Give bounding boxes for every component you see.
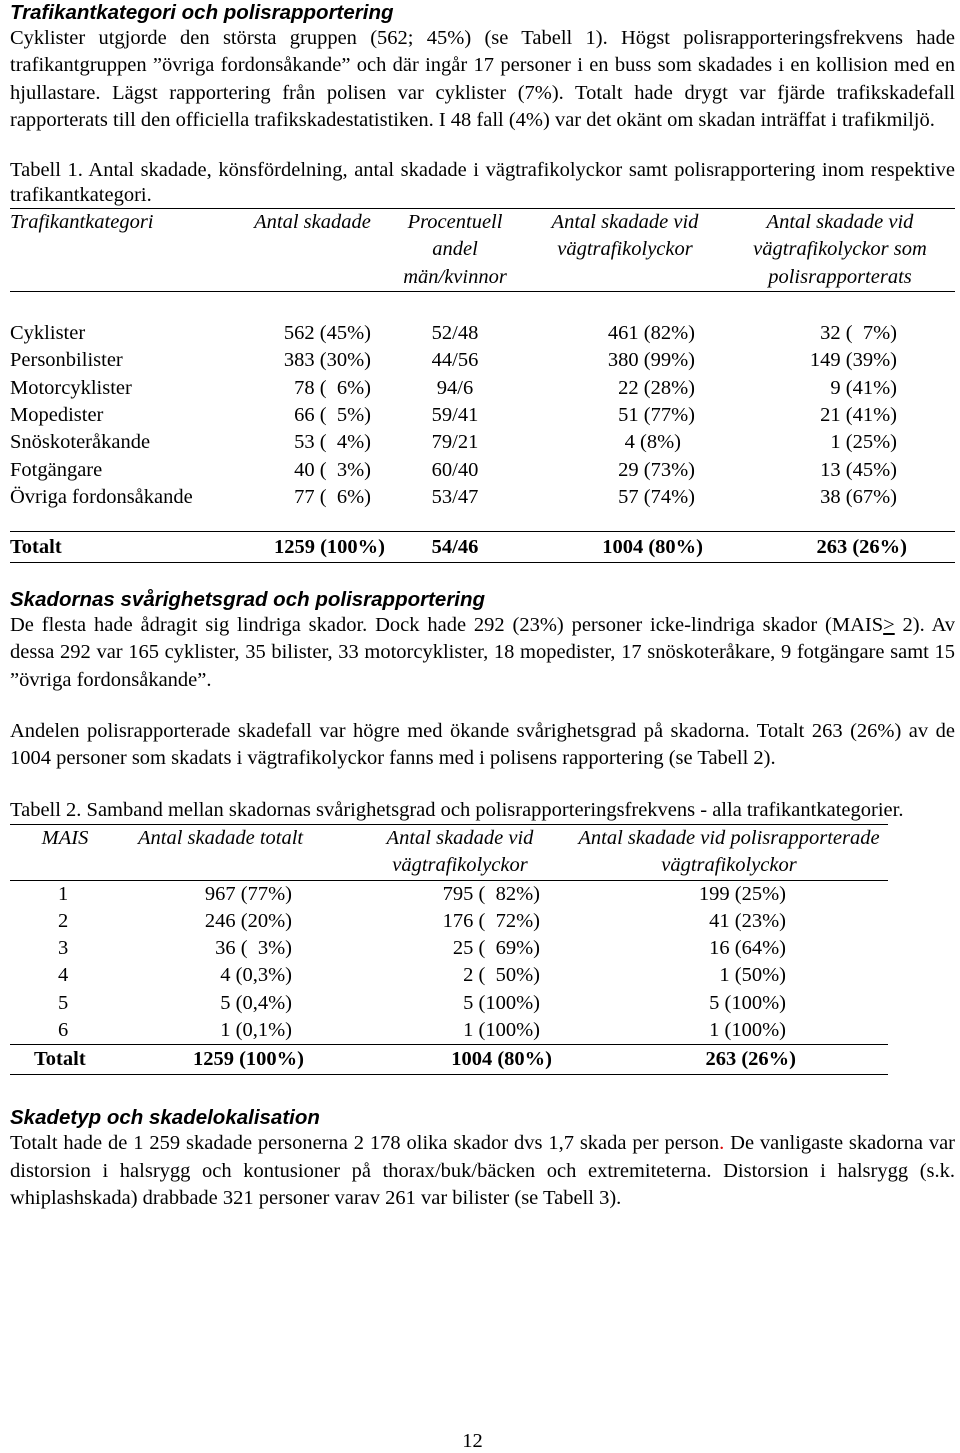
table1-cell: 149 (39%) [809,349,897,372]
section-heading-skadetyp: Skadetyp och skadelokalisation [10,1106,320,1130]
table2-header: Antal skadade vid vägtrafikolyckor [386,826,534,877]
table2-cell: 1 [58,882,69,905]
table1-total-cell: Totalt [10,536,62,559]
table1-cell: 38 (67%) [820,485,897,508]
paragraph-text: De vanligaste skadorna var distorsion i halsrygg och kontusioner på thorax/buk/bäcken och extremiteterna. Distorsion i halsrygg (s.k. whiplashskada) drabbade 321 personer varav 261 var bilister (se Tabell 3). [10,1132,955,1209]
table2-total-cell: 1259 (100%) [192,1048,304,1071]
table1-cell: 77 ( 6%) [294,485,371,508]
table1-cell: 9 (41%) [830,376,897,399]
table2-header-row [10,824,888,880]
table2-cell: 176 ( 72%) [442,909,540,932]
table-row [10,1017,888,1045]
table2-header: Antal skadade vid polisrapporterade vägtrafikolyckor [578,826,880,877]
table2-cell: 5 (0,4%) [220,991,292,1014]
table1-cell: 59/41 [431,403,479,426]
table1-cell: 60/40 [431,458,479,481]
table1-cell: 94/6 [436,376,474,399]
table1-cell: 21 (41%) [820,403,897,426]
table2-cell: 25 ( 69%) [452,937,540,960]
table1-cell: 52/48 [431,322,479,345]
table1-cell: 79/21 [431,431,479,454]
table-row [10,962,888,989]
table2-total-cell: Totalt [34,1048,86,1071]
table2-cell: 1 (100%) [709,1019,786,1042]
table1-header: Trafikantkategori [10,211,154,234]
table1-cell: 44/56 [431,349,479,372]
table2-total-row [10,1045,888,1075]
table2-cell: 36 ( 3%) [215,937,292,960]
table1-cell: 40 ( 3%) [294,458,371,481]
section-heading-trafikantkategori: Trafikantkategori och polisrapportering [10,1,394,24]
table2-cell: 2 [58,909,69,932]
table1 [10,208,955,563]
table2 [10,824,888,1075]
document-page [10,0,955,1212]
table-row [10,402,955,429]
table1-cell: 383 (30%) [283,349,371,372]
paragraph-svarighetsgrad-2: Andelen polisrapporterade skadefall var högre med ökande svårighetsgrad på skadorna. Totalt 263 (26%) av de 1004 personer som skadats i vägtrafikolyckor fanns med i polisens rapportering (se Tabell 2). [10,720,955,770]
table2-cell: 1 (100%) [463,1019,540,1042]
table1-cell: 562 (45%) [283,322,371,345]
table2-cell: 3 [58,937,69,960]
table1-header: Antal skadade vid vägtrafikolyckor som polisrapporterats [753,211,927,288]
table2-header: MAIS [41,826,89,849]
table2-cell: 1 (0,1%) [220,1019,292,1042]
paragraph-text: 2). Av dessa 292 var 165 cyklister, 35 bilister, 33 motorcyklister, 18 mopedister, 17 snöskoteråkare, 9 fotgängare samt 15 ”övriga fordonsåkande”. [10,614,956,691]
table-row [10,375,955,402]
table2-cell: 246 (20%) [204,909,292,932]
paragraph-svarighetsgrad-1 [10,612,955,694]
table1-cell: 13 (45%) [820,458,897,481]
table1-cell: Personbilister [10,349,123,372]
table1-total-cell: 54/46 [431,536,479,559]
table1-cell: 32 ( 7%) [820,322,897,345]
table1-cell: 380 (99%) [607,349,695,372]
table1-cell: 53 ( 4%) [294,431,371,454]
table2-cell: 199 (25%) [698,882,786,905]
table1-cell: 66 ( 5%) [294,403,371,426]
table1-cell: 22 (28%) [618,376,695,399]
table1-cell: Övriga fordonsåkande [10,485,193,508]
table1-caption: Tabell 1. Antal skadade, könsfördelning, antal skadade i vägtrafikolyckor samt polisrapportering inom respektive trafikantkategori. [10,159,955,207]
table1-cell: 78 ( 6%) [294,376,371,399]
table1-header: Antal skadade vid vägtrafikolyckor [551,211,699,261]
table1-total-cell: 1259 (100%) [273,536,385,559]
table1-cell: Cyklister [10,322,86,345]
section-heading-svarighetsgrad: Skadornas svårighetsgrad och polisrapportering [10,588,486,612]
table1-header: Procentuell andel män/kvinnor [403,211,507,288]
table2-cell: 4 (0,3%) [220,964,292,987]
table2-caption: Tabell 2. Samband mellan skadornas svårighetsgrad och polisrapporteringsfrekvens - alla trafikantkategorier. [10,798,904,821]
table1-cell: 461 (82%) [607,322,695,345]
table-row [10,347,955,374]
table1-cell: 1 (25%) [830,431,897,454]
table2-cell: 795 ( 82%) [442,882,540,905]
table1-cell: 53/47 [431,485,479,508]
table-row [10,484,955,532]
paragraph-trafikantkategori: Cyklister utgjorde den största gruppen (562; 45%) (se Tabell 1). Högst polisrapporteringsfrekvens hade trafikantgruppen ”övriga fordonsåkande” och där ingår 17 personer i en buss som skadades i en kollision med en hjullastare. Lägst rapportering från polisen var cyklister (7%). Totalt hade drygt var fjärde trafikskadefall rapporterats till den officiella trafikskadestatistiken. I 48 fall (4%) var det okänt om skadan inträffat i trafikmiljö. [10,27,955,131]
paragraph-text: Totalt hade de 1 259 skadade personerna 2 178 olika skador dvs 1,7 skada per person [10,1132,720,1155]
table1-cell: Fotgängare [10,458,103,481]
table1-cell: 57 (74%) [618,485,695,508]
table2-header: Antal skadade totalt [138,826,304,849]
table-row [10,908,888,935]
table1-cell: Snöskoteråkande [10,431,151,454]
table2-cell: 5 [58,991,69,1014]
table1-cell: 29 (73%) [618,458,695,481]
table2-cell: 5 (100%) [463,991,540,1014]
table1-cell: Motorcyklister [10,376,132,399]
table2-cell: 2 ( 50%) [463,964,540,987]
table2-cell: 16 (64%) [709,937,786,960]
table-row [10,990,888,1017]
table2-cell: 5 (100%) [709,991,786,1014]
table1-cell: 51 (77%) [618,403,695,426]
table2-total-cell: 263 (26%) [705,1048,796,1071]
table2-cell: 41 (23%) [709,909,786,932]
table2-cell: 4 [58,964,69,987]
table2-cell: 6 [58,1019,69,1042]
table-row [10,935,888,962]
table1-header: Antal skadade [254,211,371,234]
table1-header-row [10,209,955,292]
paragraph-text: De flesta hade ådragit sig lindriga skador. Dock hade 292 (23%) personer icke-lindriga skador (MAIS [10,614,884,637]
paragraph-skadetyp [10,1130,955,1212]
table2-total-cell: 1004 (80%) [451,1048,552,1071]
table1-total-row [10,532,955,563]
table1-cell: 4 (8%) [624,431,681,454]
table1-total-cell: 1004 (80%) [602,536,703,559]
table2-cell: 967 (77%) [204,882,292,905]
table1-cell: Mopedister [10,403,104,426]
paragraph-text: . [719,1132,725,1155]
table-row [10,880,888,908]
page-number: 12 [462,1430,483,1452]
table1-total-cell: 263 (26%) [816,536,907,559]
table-row [10,429,955,456]
table-row [10,292,955,348]
table2-cell: 1 (50%) [719,964,786,987]
paragraph-text: > [883,614,895,637]
table-row [10,457,955,484]
